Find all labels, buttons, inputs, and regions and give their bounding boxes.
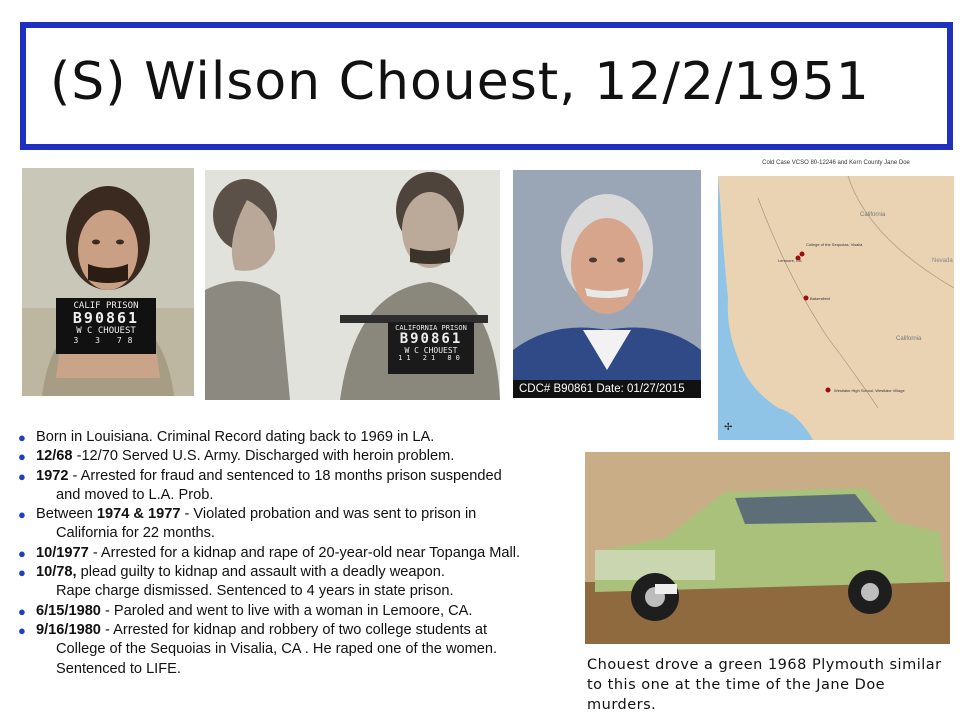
map-label-westlake: Westlake High School, Westlake Village bbox=[834, 388, 905, 393]
fact-text: - Arrested for fraud and sentenced to 18 months prison suspended bbox=[68, 467, 502, 484]
fact-text: -12/70 Served U.S. Army. Discharged with heroin problem. bbox=[72, 448, 455, 465]
fact-text: Born in Louisiana. Criminal Record dating back to 1969 in LA. bbox=[36, 429, 435, 445]
bullet-icon: ● bbox=[18, 507, 26, 523]
bullet-icon: ● bbox=[18, 603, 26, 619]
plate-number: B90861 bbox=[72, 309, 140, 328]
bullet-icon: ● bbox=[18, 565, 26, 581]
fact-text: - Arrested for a kidnap and rape of 20-year-old near Topanga Mall. bbox=[88, 544, 521, 561]
fact-item bbox=[18, 428, 578, 447]
fact-item bbox=[18, 602, 578, 621]
map-label-california-1: California bbox=[860, 212, 886, 218]
car-caption: Chouest drove a green 1968 Plymouth similar to this one at the time of the Jane Doe murders. bbox=[587, 657, 942, 713]
mugshot-1978-image bbox=[22, 168, 194, 396]
fact-text: - Violated probation and was sent to prison in bbox=[180, 506, 477, 523]
bullet-icon: ● bbox=[18, 622, 26, 638]
fact-item bbox=[18, 505, 578, 544]
fact-text: plead guilty to kidnap and assault with a deadly weapon. bbox=[76, 564, 445, 581]
fact-continuation: College of the Sequoias in Visalia, CA . He raped one of the women. bbox=[56, 641, 498, 658]
plate-prison: CALIF PRISON bbox=[73, 301, 139, 311]
plate-name: W C CHOUEST bbox=[404, 346, 458, 356]
fact-continuation: and moved to L.A. Prob. bbox=[56, 486, 214, 503]
bullet-icon: ● bbox=[18, 545, 26, 561]
bullet-icon: ● bbox=[18, 430, 26, 445]
mugshot-1980-plate bbox=[388, 322, 474, 374]
plate-name: W C CHOUEST bbox=[76, 326, 136, 337]
bullet-icon: ● bbox=[18, 449, 26, 465]
plate-date: 3 3 78 bbox=[73, 335, 139, 345]
fact-lead: 1972 bbox=[36, 467, 69, 484]
map-label-lemoore: Lemoore, CA bbox=[778, 258, 802, 263]
page-title: (S) Wilson Chouest, 12/2/1951 bbox=[50, 52, 870, 112]
plate-prison: CALIFORNIA PRISON bbox=[395, 324, 467, 332]
mugshot-1978-plate bbox=[56, 298, 156, 354]
fact-lead: 12/68 bbox=[36, 448, 73, 465]
california-map bbox=[718, 158, 954, 440]
fact-text: - Paroled and went to live with a woman in Lemoore, CA. bbox=[100, 602, 473, 619]
fact-text: Between bbox=[36, 506, 97, 523]
fact-text: - Arrested for kidnap and robbery of two college students at bbox=[100, 621, 488, 638]
fact-lead: 10/1977 bbox=[36, 544, 89, 561]
plate-number: B90861 bbox=[399, 331, 463, 348]
fact-continuation: Sentenced to LIFE. bbox=[56, 660, 181, 677]
cdc-label: CDC# B90861 Date: 01/27/2015 bbox=[513, 380, 701, 398]
title-box bbox=[20, 22, 953, 150]
map-image bbox=[718, 158, 954, 440]
plate-date: 11 21 80 bbox=[398, 354, 464, 363]
fact-lead: 1974 & 1977 bbox=[96, 506, 181, 523]
mugshot-1980-photo bbox=[205, 170, 500, 400]
fact-item bbox=[18, 447, 578, 466]
fact-continuation: Rape charge dismissed. Sentenced to 4 years in state prison. bbox=[56, 583, 454, 600]
car-photo bbox=[585, 452, 950, 644]
facts-list bbox=[18, 428, 578, 679]
car-image bbox=[585, 452, 950, 644]
fact-item bbox=[18, 563, 578, 602]
map-title: Cold Case VCSO 80-12246 and Kern County Jane Doe bbox=[762, 160, 910, 166]
fact-lead: 6/15/1980 bbox=[36, 602, 101, 619]
map-label-bakersfield: Bakersfield bbox=[810, 296, 830, 301]
fact-item bbox=[18, 467, 578, 506]
fact-item bbox=[18, 544, 578, 563]
fact-lead: 9/16/1980 bbox=[36, 621, 101, 638]
fact-continuation: California for 22 months. bbox=[56, 525, 215, 542]
map-label-nevada: Nevada bbox=[932, 258, 953, 264]
mugshot-2015-photo bbox=[513, 170, 701, 398]
mugshot-1978-photo bbox=[22, 168, 194, 396]
compass-icon: ✢ bbox=[724, 422, 733, 433]
fact-item bbox=[18, 621, 578, 679]
map-label-california-2: California bbox=[896, 336, 922, 342]
mugshot-2015-image bbox=[513, 170, 701, 398]
bullet-icon: ● bbox=[18, 468, 26, 484]
fact-lead: 10/78, bbox=[36, 564, 77, 581]
map-label-visalia: College of the Sequoias, Visalia bbox=[806, 242, 863, 247]
